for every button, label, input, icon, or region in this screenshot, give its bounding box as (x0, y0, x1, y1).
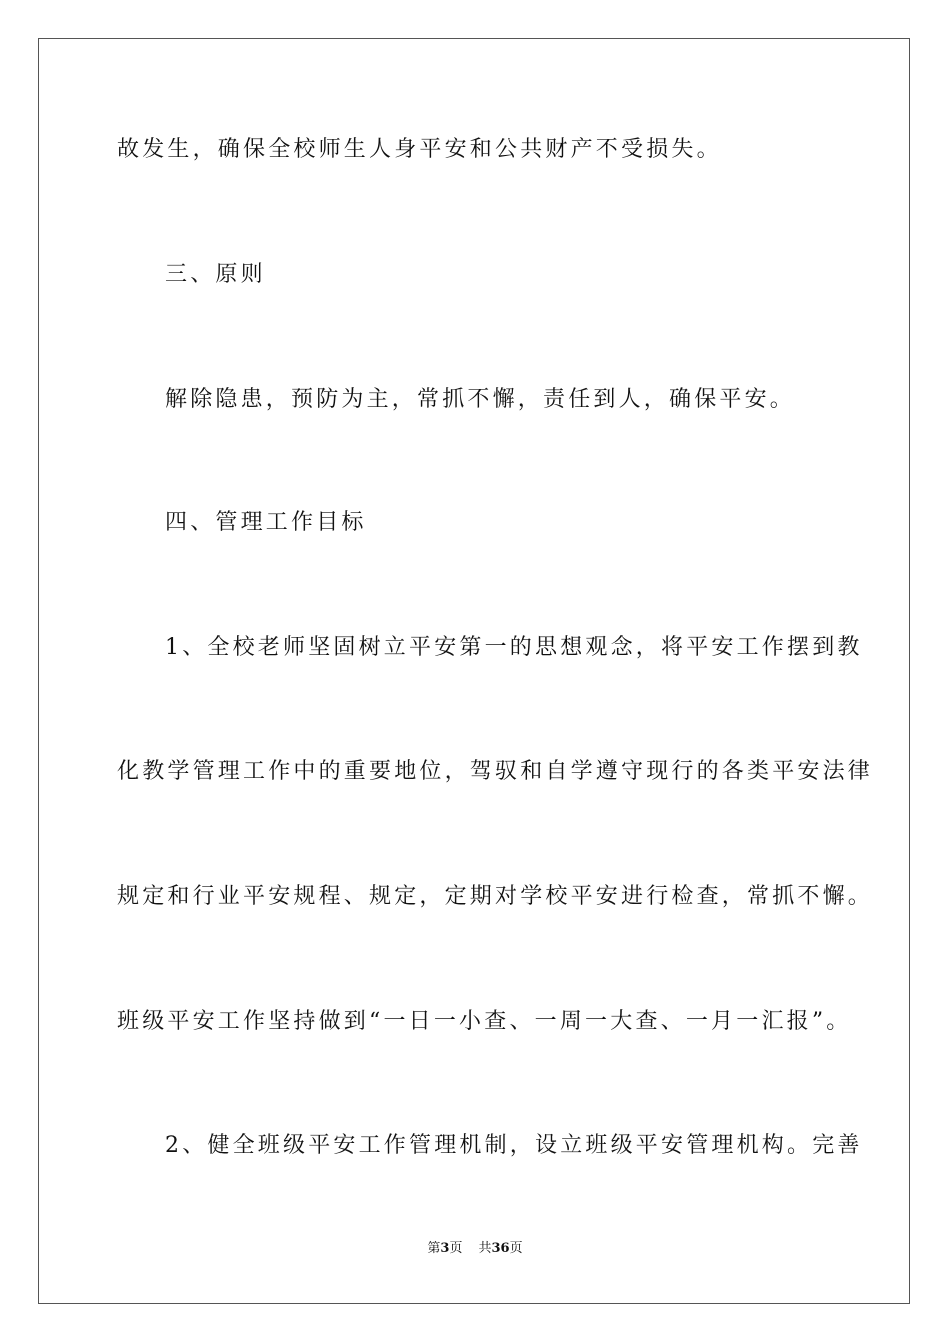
paragraph-1-line-4: 班级平安工作坚持做到“一日一小查、一周一大查、一月一汇报”。 (117, 1009, 852, 1034)
total-pages: 36 (491, 1241, 510, 1256)
paragraph-1-line-3: 规定和行业平安规程、规定，定期对学校平安进行检查，常抓不懈。 (117, 884, 874, 909)
paragraph-1-line-1: 1、全校老师坚固树立平安第一的思想观念，将平安工作摆到教 (165, 635, 863, 660)
section-heading-goals: 四、管理工作目标 (165, 510, 367, 535)
total-prefix: 共 (478, 1241, 492, 1256)
body-line-1: 故发生，确保全校师生人身平安和公共财产不受损失。 (117, 137, 722, 162)
page-border (38, 38, 910, 1304)
body-line-principles: 解除隐患，预防为主，常抓不懈，责任到人，确保平安。 (165, 387, 796, 412)
page-suffix: 页 (449, 1241, 463, 1256)
section-heading-principles: 三、原则 (165, 262, 266, 287)
paragraph-2-line-1: 2、健全班级平安工作管理机制，设立班级平安管理机构。完善 (165, 1133, 863, 1158)
page-footer (0, 1240, 950, 1258)
paragraph-1-line-2: 化教学管理工作中的重要地位，驾驭和自学遵守现行的各类平安法律 (117, 759, 874, 784)
total-suffix: 页 (509, 1241, 523, 1256)
page-prefix: 第 (427, 1241, 441, 1256)
page-number: 3 (440, 1241, 450, 1256)
